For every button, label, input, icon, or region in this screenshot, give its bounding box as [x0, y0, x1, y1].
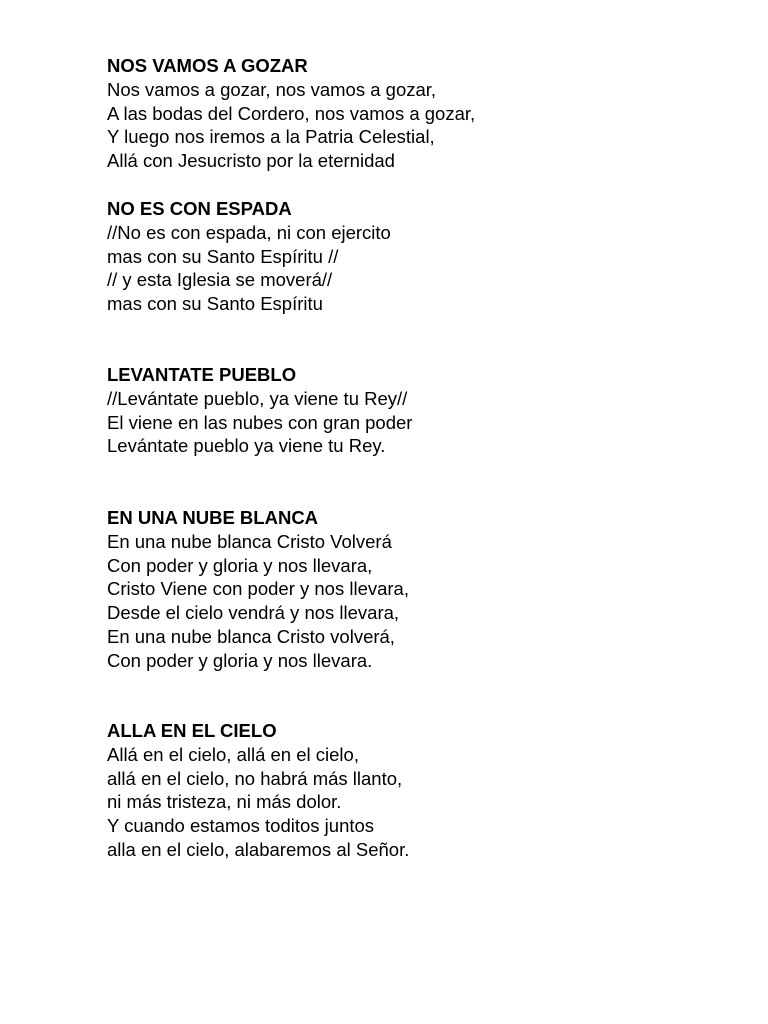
song-title: EN UNA NUBE BLANCA: [107, 507, 319, 528]
song-title: ALLA EN EL CIELO: [107, 720, 277, 741]
song-line: allá en el cielo, no habrá más llanto,: [107, 767, 403, 789]
song-line: //Levántate pueblo, ya viene tu Rey//: [107, 387, 408, 409]
song-line: El viene en las nubes con gran poder: [107, 411, 413, 433]
song-line: ni más tristeza, ni más dolor.: [107, 791, 342, 813]
song-line: Con poder y gloria y nos llevara,: [107, 554, 373, 576]
song-line: mas con su Santo Espíritu //: [107, 245, 339, 267]
song-line: A las bodas del Cordero, nos vamos a gozar,: [107, 102, 476, 124]
song-line: Nos vamos a gozar, nos vamos a gozar,: [107, 78, 437, 100]
song-line: Desde el cielo vendrá y nos llevara,: [107, 602, 400, 624]
song-title: NOS VAMOS A GOZAR: [107, 55, 308, 76]
song-line: Allá en el cielo, allá en el cielo,: [107, 743, 359, 765]
song-no-es-con-espada: [107, 197, 727, 316]
song-line: alla en el cielo, alabaremos al Señor.: [107, 838, 410, 860]
song-line: En una nube blanca Cristo volverá,: [107, 625, 395, 647]
song-line: Cristo Viene con poder y nos llevara,: [107, 578, 409, 600]
song-nos-vamos-a-gozar: [107, 54, 727, 173]
song-title: LEVANTATE PUEBLO: [107, 364, 297, 385]
song-line: Con poder y gloria y nos llevara.: [107, 649, 373, 671]
song-line: mas con su Santo Espíritu: [107, 293, 323, 315]
song-line: Allá con Jesucristo por la eternidad: [107, 150, 395, 172]
song-line: Levántate pueblo ya viene tu Rey.: [107, 435, 386, 457]
song-title: NO ES CON ESPADA: [107, 198, 292, 219]
song-line: //No es con espada, ni con ejercito: [107, 221, 391, 243]
song-line: Y cuando estamos toditos juntos: [107, 815, 375, 837]
song-line: Y luego nos iremos a la Patria Celestial,: [107, 126, 435, 148]
song-en-una-nube-blanca: [107, 506, 727, 673]
song-line: // y esta Iglesia se moverá//: [107, 269, 333, 291]
song-alla-en-el-cielo: [107, 719, 727, 862]
song-levantate-pueblo: [107, 363, 727, 458]
song-line: En una nube blanca Cristo Volverá: [107, 530, 392, 552]
